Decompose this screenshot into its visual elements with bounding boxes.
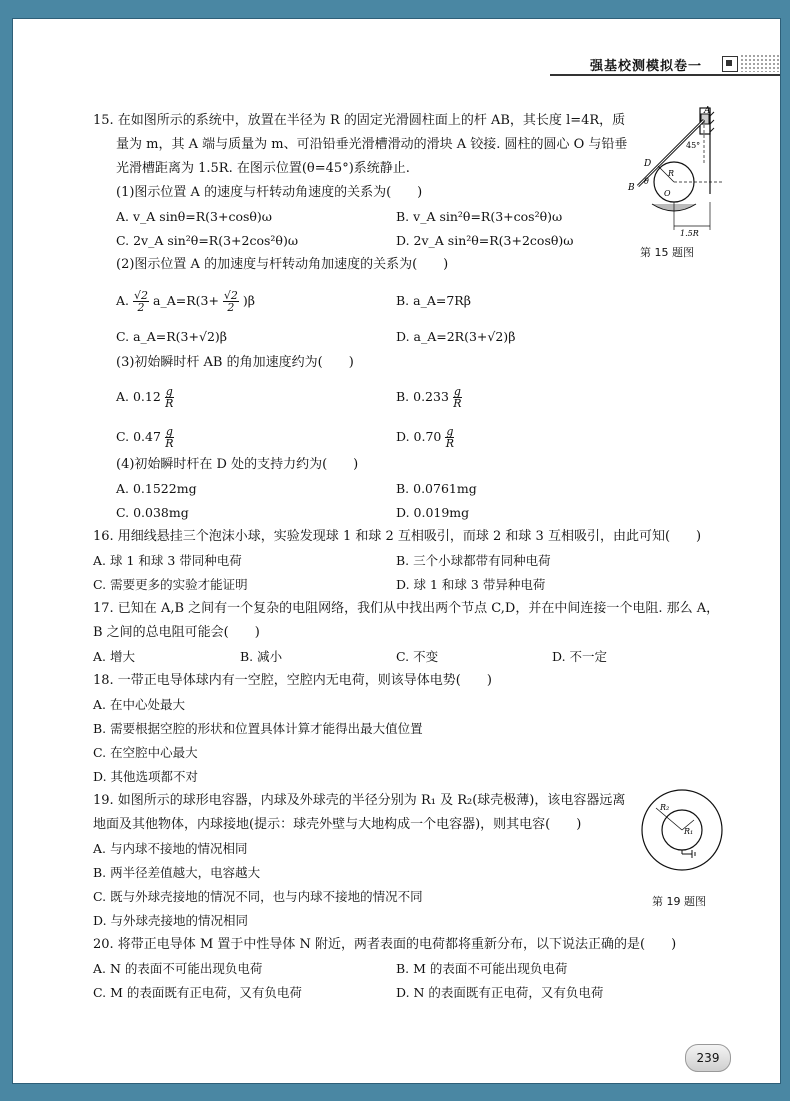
q19-opt-b: B. 两半径差值越大，电容越大 bbox=[93, 865, 261, 880]
label-b: B bbox=[628, 183, 635, 193]
q15-sub4-opt-a: A. 0.1522mg bbox=[116, 481, 197, 496]
q17-opt-b: B. 减小 bbox=[240, 649, 283, 664]
q16-stem: 16. 用细线悬挂三个泡沫小球，实验发现球 1 和球 2 互相吸引，而球 2 和球 3 互相吸引，由此可知( ) bbox=[93, 529, 702, 544]
header-dot-pattern bbox=[740, 54, 780, 72]
q15-sub2: (2)图示位置 A 的加速度与杆转动角加速度的关系为( ) bbox=[116, 257, 449, 272]
q20-opt-a: A. N 的表面不可能出现负电荷 bbox=[93, 961, 263, 976]
label-angle: 45° bbox=[686, 141, 701, 150]
q15-sub3-opt-c: C. 0.47 $\frac{g}{R}$ bbox=[116, 425, 174, 450]
q15-stem-line3: 光滑槽距离为 1.5R. 在图示位置(θ=45°)系统静止. bbox=[116, 161, 410, 176]
q20-stem: 20. 将带正电导体 M 置于中性导体 N 附近，两者表面的电荷都将重新分布，以下说法正确的是( ) bbox=[93, 937, 677, 952]
q15-sub4-opt-d: D. 0.019mg bbox=[396, 505, 470, 520]
fraction: $\frac{√2}{2}$ bbox=[223, 289, 238, 314]
q19-stem-line1: 19. 如图所示的球形电容器，内球及外球壳的半径分别为 R₁ 及 R₂(球壳极薄)，该电容器远离 bbox=[93, 793, 626, 808]
q16-opt-d: D. 球 1 和球 3 带异种电荷 bbox=[396, 577, 546, 592]
q16-opt-b: B. 三个小球都带有同种电荷 bbox=[396, 553, 551, 568]
q20-opt-c: C. M 的表面既有正电荷，又有负电荷 bbox=[93, 985, 302, 1000]
page-header bbox=[550, 52, 780, 80]
q15-sub3: (3)初始瞬时杆 AB 的角加速度约为( ) bbox=[116, 355, 354, 370]
q20-opt-b: B. M 的表面不可能出现负电荷 bbox=[396, 961, 568, 976]
q16-opt-c: C. 需要更多的实验才能证明 bbox=[93, 577, 248, 592]
q17-opt-d: D. 不一定 bbox=[552, 649, 608, 664]
label-dist: 1.5R bbox=[680, 229, 699, 236]
q15-sub1: (1)图示位置 A 的速度与杆转动角速度的关系为( ) bbox=[116, 185, 423, 200]
q19-figure bbox=[640, 788, 724, 872]
q19-opt-a: A. 与内球不接地的情况相同 bbox=[93, 841, 248, 856]
q18-opt-b: B. 需要根据空腔的形状和位置具体计算才能得出最大值位置 bbox=[93, 721, 423, 736]
q15-sub4-opt-b: B. 0.0761mg bbox=[396, 481, 477, 496]
q17-opt-a: A. 增大 bbox=[93, 649, 135, 664]
q15-figure bbox=[624, 104, 724, 236]
q18-opt-a: A. 在中心处最大 bbox=[93, 697, 185, 712]
label-r2: R₂ bbox=[660, 803, 670, 812]
q15-sub4: (4)初始瞬时杆在 D 处的支持力约为( ) bbox=[116, 457, 359, 472]
opt-text: a_A=R(3+ bbox=[153, 293, 219, 308]
q20-opt-d: D. N 的表面既有正电荷，又有负电荷 bbox=[396, 985, 604, 1000]
label-d: D bbox=[644, 159, 652, 169]
q16-opt-a: A. 球 1 和球 3 带同种电荷 bbox=[93, 553, 242, 568]
fraction: $\frac{√2}{2}$ bbox=[134, 289, 149, 314]
label-theta: θ bbox=[644, 177, 649, 186]
q15-sub1-opt-c: C. 2v_A sin²θ=R(3+2cos²θ)ω bbox=[116, 233, 299, 248]
label-r1: R₁ bbox=[684, 827, 694, 836]
q15-sub2-opt-a bbox=[116, 290, 255, 313]
q15-sub1-opt-b: B. v_A sin²θ=R(3+cos²θ)ω bbox=[396, 209, 563, 224]
page-number: 239 bbox=[685, 1044, 731, 1072]
q19-opt-d: D. 与外球壳接地的情况相同 bbox=[93, 913, 249, 928]
q15-sub4-opt-c: C. 0.038mg bbox=[116, 505, 189, 520]
label-o: O bbox=[664, 189, 671, 198]
q17-stem-line1: 17. 已知在 A,B 之间有一个复杂的电阻网络，我们从中找出两个节点 C,D，并在中间连接一个电阻. 那么 A， bbox=[93, 601, 720, 616]
q15-figure-caption: 第 15 题图 bbox=[640, 246, 694, 259]
header-rule bbox=[550, 74, 780, 76]
opt-text: )β bbox=[242, 293, 256, 308]
q15-sub2-opt-c: C. a_A=R(3+√2)β bbox=[116, 329, 228, 344]
q15-sub3-opt-d: D. 0.70 $\frac{g}{R}$ bbox=[396, 425, 455, 450]
opt-letter: A. bbox=[116, 293, 130, 308]
header-square-icon bbox=[722, 56, 738, 72]
q18-stem: 18. 一带正电导体球内有一空腔，空腔内无电荷，则该导体电势( ) bbox=[93, 673, 492, 688]
q19-figure-caption: 第 19 题图 bbox=[652, 895, 706, 908]
header-title: 强基校测模拟卷一 bbox=[589, 59, 702, 74]
q15-sub2-opt-d: D. a_A=2R(3+√2)β bbox=[396, 329, 516, 344]
q15-sub1-opt-d: D. 2v_A sin²θ=R(3+2cosθ)ω bbox=[396, 233, 574, 248]
q18-opt-c: C. 在空腔中心最大 bbox=[93, 745, 198, 760]
q19-stem-line2: 地面及其他物体，内球接地(提示：球壳外壁与大地构成一个电容器)，则其电容( ) bbox=[93, 817, 582, 832]
q18-opt-d: D. 其他选项都不对 bbox=[93, 769, 199, 784]
q17-opt-c: C. 不变 bbox=[396, 649, 439, 664]
q19-opt-c: C. 既与外球壳接地的情况不同，也与内球不接地的情况不同 bbox=[93, 889, 423, 904]
label-a: A bbox=[704, 106, 711, 116]
q15-sub1-opt-a: A. v_A sinθ=R(3+cosθ)ω bbox=[116, 209, 272, 224]
q15-sub3-opt-a: A. 0.12 $\frac{g}{R}$ bbox=[116, 385, 174, 410]
q15-sub3-opt-b: B. 0.233 $\frac{g}{R}$ bbox=[396, 385, 462, 410]
q17-stem-line2: B 之间的总电阻可能会( ) bbox=[93, 625, 260, 640]
q15-stem-line1: 15. 在如图所示的系统中，放置在半径为 R 的固定光滑圆柱面上的杆 AB，其长度 l=4R，质 bbox=[93, 113, 626, 128]
label-r: R bbox=[668, 169, 675, 178]
q15-sub2-opt-b: B. a_A=7Rβ bbox=[396, 293, 471, 308]
q15-stem-line2: 量为 m，其 A 端与质量为 m、可沿铅垂光滑槽滑动的滑块 A 铰接. 圆柱的圆心 O 与铅垂 bbox=[116, 137, 628, 152]
